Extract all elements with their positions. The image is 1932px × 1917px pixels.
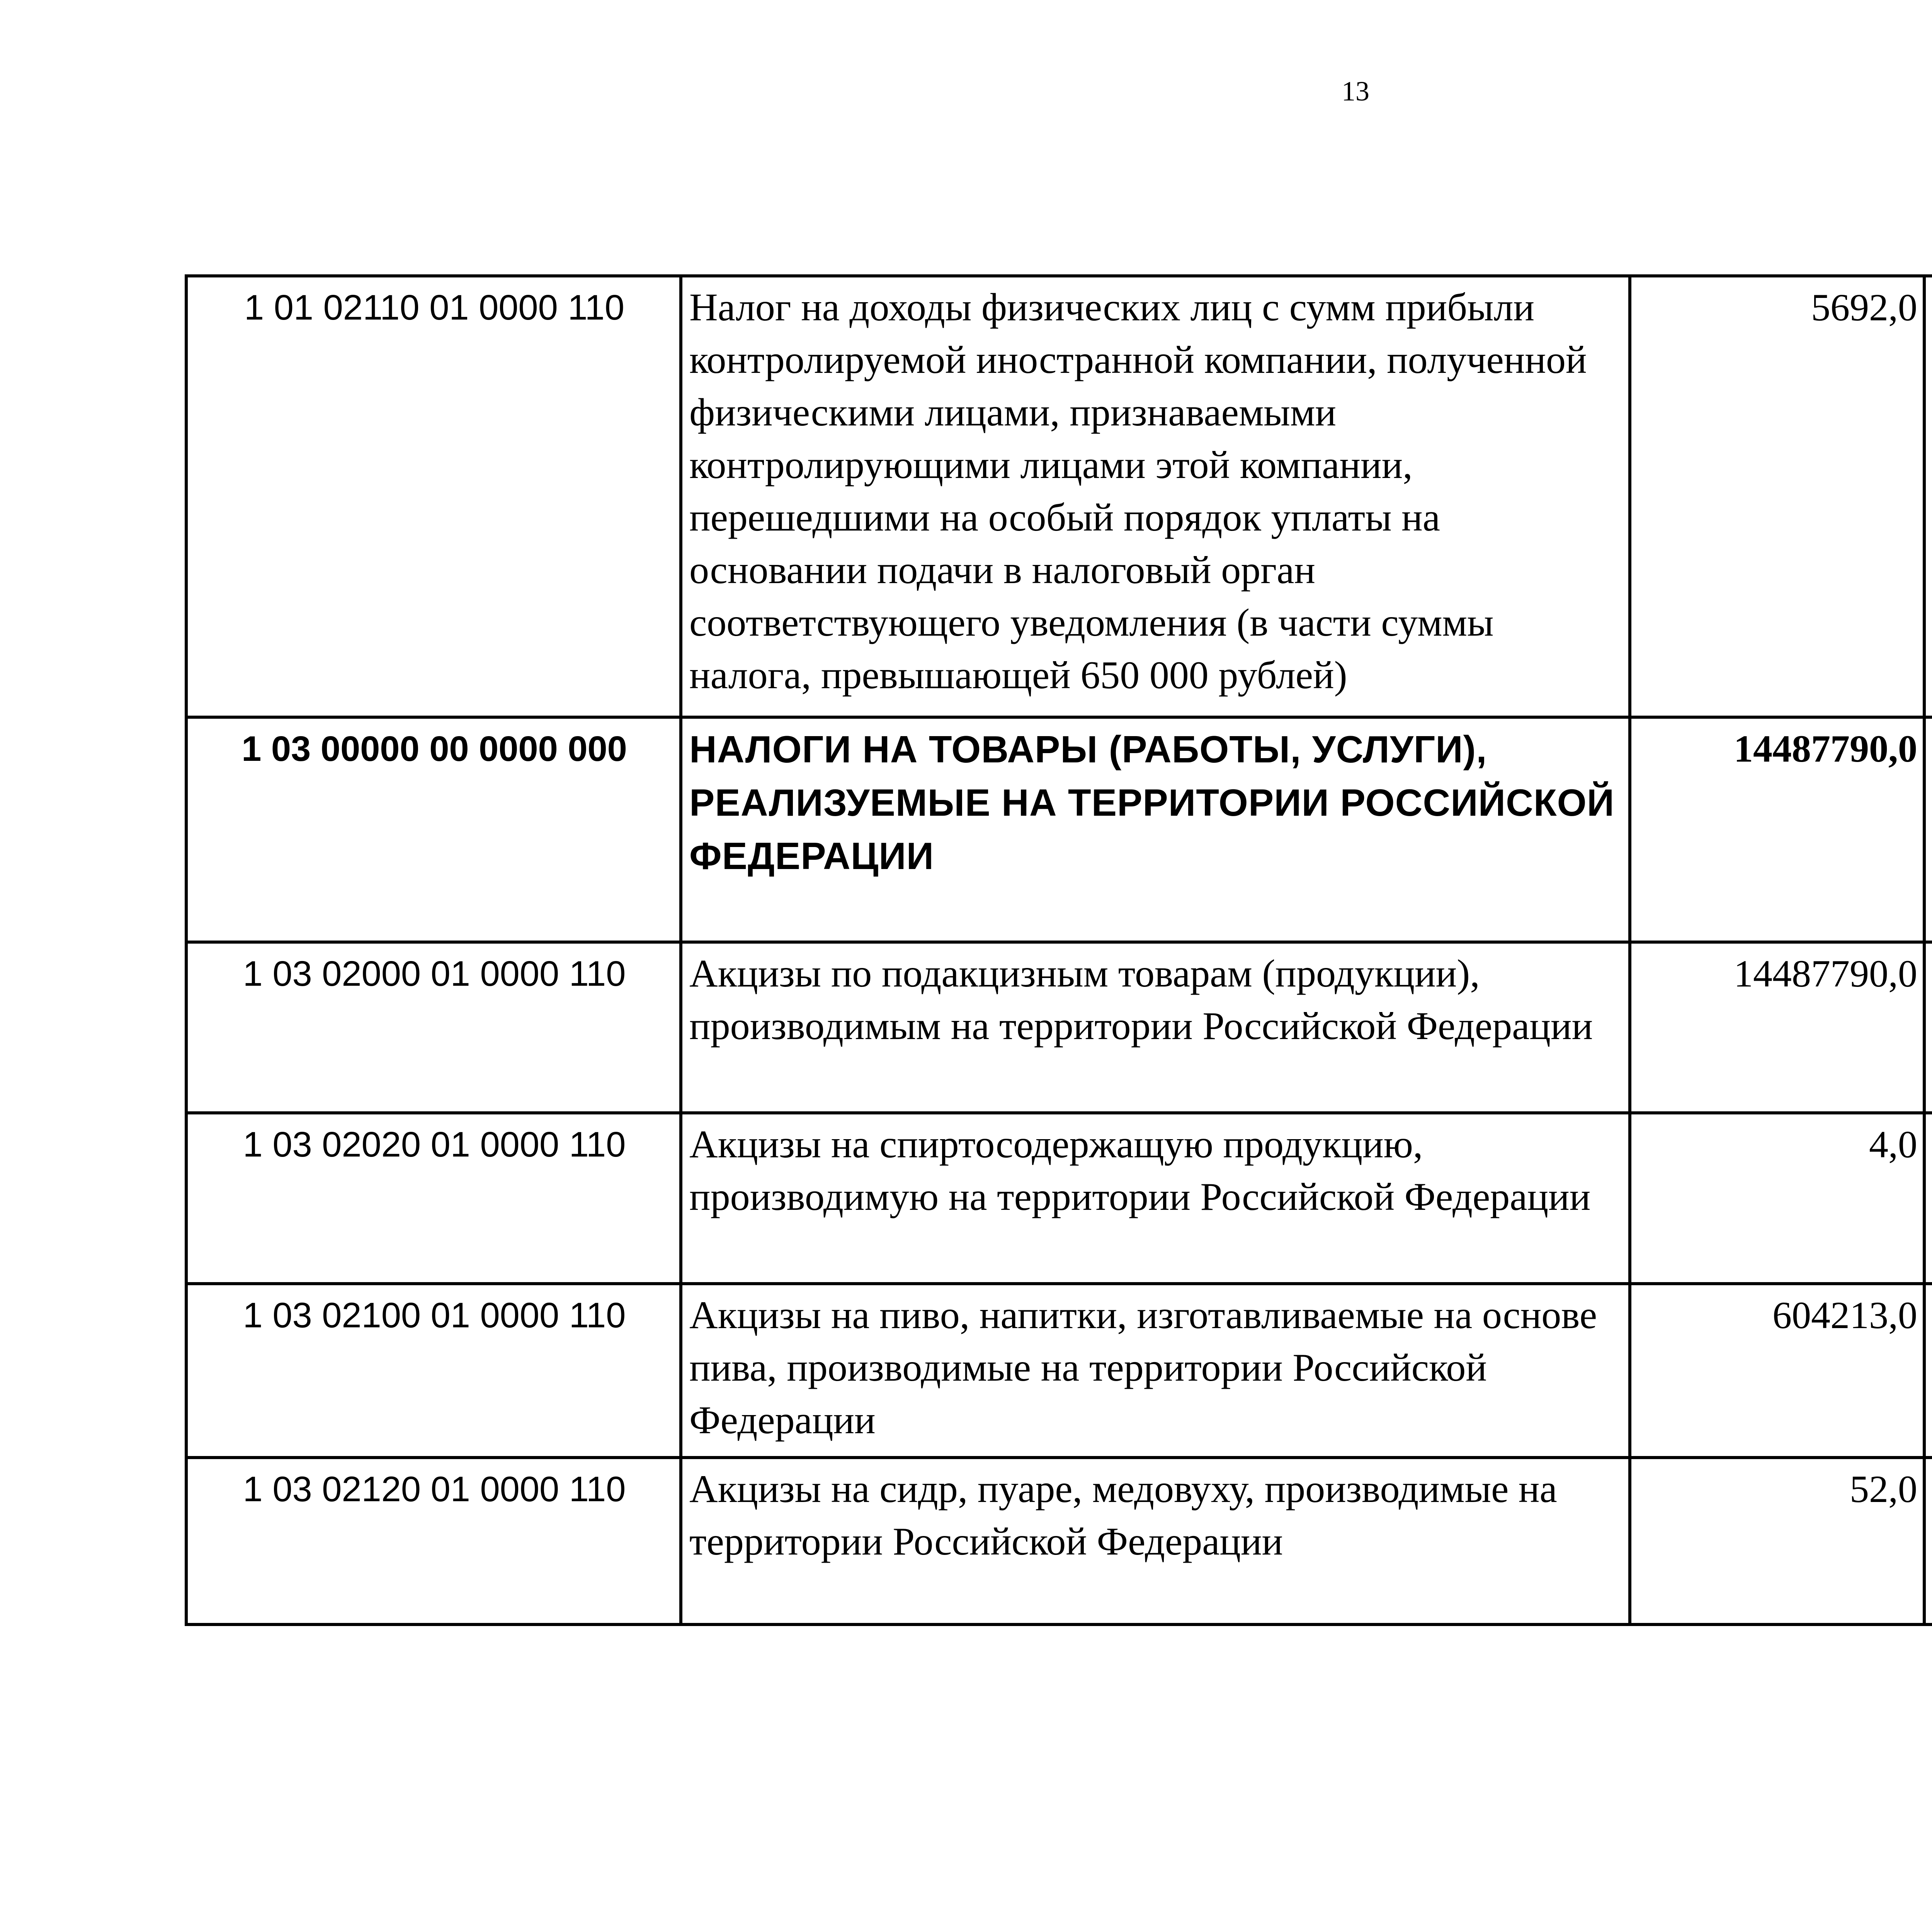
revenue-name-cell: НАЛОГИ НА ТОВАРЫ (РАБОТЫ, УСЛУГИ), РЕАЛИЗУЕМЫЕ НА ТЕРРИТОРИИ РОССИЙСКОЙ ФЕДЕРАЦИИ (681, 717, 1630, 942)
year2-amount-cell (1924, 717, 1932, 942)
page-number: 13 (1342, 76, 1369, 107)
year1-amount-cell: 604213,0 (1630, 1284, 1924, 1458)
revenue-name-cell: Акцизы по подакцизным товарам (продукции), производимым на территории Российской Федерации (681, 942, 1630, 1113)
table-row (186, 1284, 1932, 1458)
revenue-name-cell: Акцизы на спиртосодержащую продукцию, производимую на территории Российской Федерации (681, 1113, 1630, 1284)
year2-amount-cell (1924, 942, 1932, 1113)
budget-code-cell: 1 03 02020 01 0000 110 (186, 1113, 681, 1284)
table-row (186, 1113, 1932, 1284)
revenue-name-cell: Налог на доходы физических лиц с сумм прибыли контролируемой иностранной компании, полученной физическими лицами, признаваемыми контролирующими лицами этой компании, перешедшими на особый порядок уплаты на основании подачи в налоговый орган соответствующего уведомления (в части суммы налога, превышающей 650 000 рублей) (681, 276, 1630, 717)
table-row (186, 942, 1932, 1113)
budget-revenue-table (185, 274, 1932, 1626)
budget-code-cell: 1 03 00000 00 0000 000 (186, 717, 681, 942)
revenue-name-cell: Акцизы на сидр, пуаре, медовуху, производимые на территории Российской Федерации (681, 1458, 1630, 1624)
year1-amount-cell: 14487790,0 (1630, 942, 1924, 1113)
year1-amount-cell: 52,0 (1630, 1458, 1924, 1624)
year2-amount-cell (1924, 1284, 1932, 1458)
year2-amount-cell (1924, 1113, 1932, 1284)
budget-code-cell: 1 01 02110 01 0000 110 (186, 276, 681, 717)
year1-amount-cell: 5692,0 (1630, 276, 1924, 717)
year2-amount-cell (1924, 1458, 1932, 1624)
year1-amount-cell: 14487790,0 (1630, 717, 1924, 942)
budget-code-cell: 1 03 02120 01 0000 110 (186, 1458, 681, 1624)
budget-code-cell: 1 03 02100 01 0000 110 (186, 1284, 681, 1458)
table-row-section-total (186, 717, 1932, 942)
table-row (186, 1458, 1932, 1624)
year2-amount-cell (1924, 276, 1932, 717)
revenue-name-cell: Акцизы на пиво, напитки, изготавливаемые на основе пива, производимые на территории Российской Федерации (681, 1284, 1630, 1458)
budget-code-cell: 1 03 02000 01 0000 110 (186, 942, 681, 1113)
year1-amount-cell: 4,0 (1630, 1113, 1924, 1284)
table-row (186, 276, 1932, 717)
